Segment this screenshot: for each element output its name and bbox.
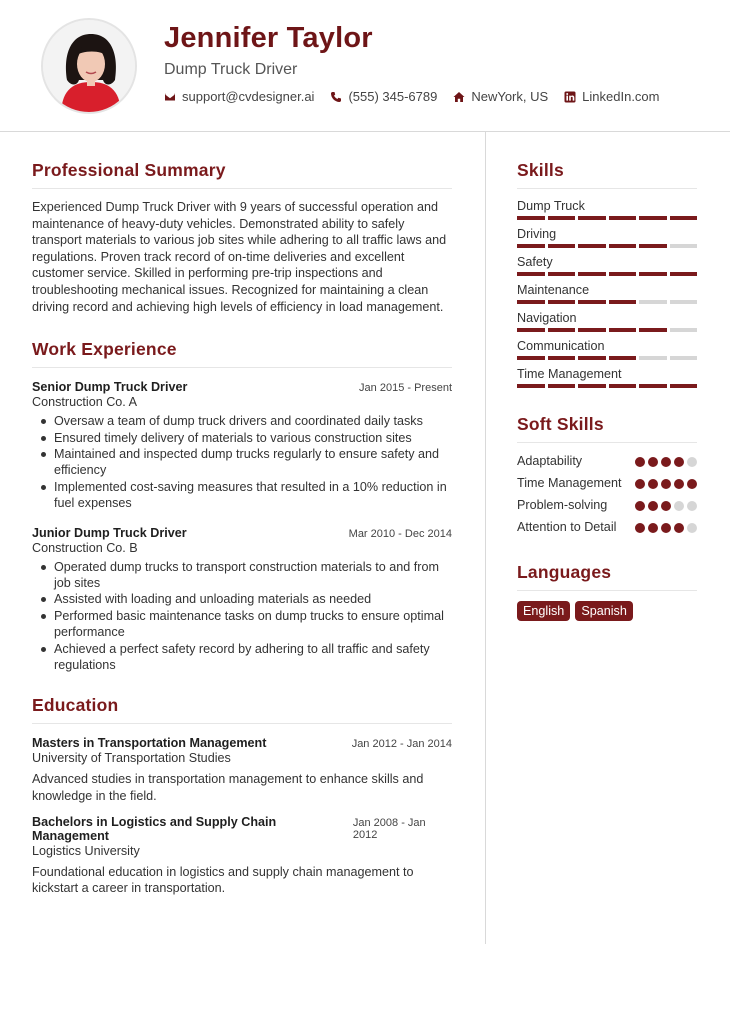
skill-level-segment (578, 216, 606, 220)
job-bullet: Assisted with loading and unloading materials as needed (32, 591, 452, 607)
rating-dot (687, 479, 697, 489)
skill-level-bar (517, 384, 697, 388)
job-bullet: Achieved a perfect safety record by adhering to all traffic and safety regulations (32, 641, 452, 674)
skill-level-bar (517, 244, 697, 248)
rating-dot (661, 523, 671, 533)
languages-section (517, 562, 697, 621)
rating-dot (674, 479, 684, 489)
skill-item (517, 199, 697, 220)
job-bullets (32, 413, 452, 511)
skill-level-bar (517, 300, 697, 304)
skill-level-segment (639, 328, 667, 332)
soft-skill-rating (635, 523, 697, 533)
rating-dot (635, 523, 645, 533)
skill-level-segment (517, 244, 545, 248)
soft-skills-list (517, 453, 697, 536)
job-title: Senior Dump Truck Driver (32, 380, 188, 395)
rating-dot (674, 501, 684, 511)
soft-skill-rating (635, 479, 697, 489)
candidate-role: Dump Truck Driver (164, 61, 298, 78)
school-name: University of Transportation Studies (32, 751, 231, 766)
skill-level-segment (578, 272, 606, 276)
summary-text: Experienced Dump Truck Driver with 9 years of successful operation and maintenance of heavy-duty vehicles. Demonstrated ability to safely transport materials to various job sites while adhering to all traffic laws and regulations. Proven track record of on-time deliveries and excellent customer service. Skilled in performing pre-trip inspections and troubleshooting mechanical issues. Recognized for maintaining a clean driving record and achieving high levels of efficiency in load management. (32, 200, 447, 314)
summary-section (32, 160, 452, 315)
job-entry (32, 526, 452, 674)
school-name: Logistics University (32, 843, 140, 858)
skill-level-segment (670, 328, 698, 332)
skill-level-segment (609, 244, 637, 248)
job-bullet: Ensured timely delivery of materials to various construction sites (32, 430, 452, 446)
skill-item (517, 227, 697, 248)
candidate-name: Jennifer Taylor (164, 22, 373, 54)
skill-level-segment (548, 272, 576, 276)
skill-level-segment (578, 328, 606, 332)
skills-list (517, 199, 697, 388)
rating-dot (674, 523, 684, 533)
skill-level-segment (517, 272, 545, 276)
skill-level-segment (517, 356, 545, 360)
soft-skills-section (517, 414, 697, 536)
contact-phone-text: (555) 345-6789 (348, 89, 438, 104)
education-date: Jan 2012 - Jan 2014 (351, 738, 452, 751)
skill-name: Safety (517, 255, 553, 269)
soft-skill-item (517, 497, 697, 514)
job-date: Jan 2015 - Present (359, 382, 452, 395)
soft-skills-heading: Soft Skills (517, 414, 697, 443)
skill-item (517, 255, 697, 276)
experience-section (32, 339, 452, 673)
skill-name: Communication (517, 339, 605, 353)
rating-dot (635, 501, 645, 511)
job-bullets (32, 559, 452, 674)
skill-name: Navigation (517, 311, 577, 325)
degree-title: Masters in Transportation Management (32, 736, 267, 751)
contact-linkedin[interactable] (564, 89, 659, 104)
skill-level-bar (517, 216, 697, 220)
skills-heading: Skills (517, 160, 697, 189)
skill-item (517, 283, 697, 304)
rating-dot (687, 501, 697, 511)
skill-level-segment (609, 328, 637, 332)
rating-dot (661, 501, 671, 511)
soft-skill-name: Adaptability (517, 454, 583, 468)
soft-skill-item (517, 519, 697, 536)
education-description: Advanced studies in transportation management to enhance skills and knowledge in the field. (32, 772, 424, 804)
rating-dot (674, 457, 684, 467)
skill-level-segment (670, 244, 698, 248)
soft-skill-rating (635, 501, 697, 511)
job-title: Junior Dump Truck Driver (32, 525, 187, 540)
education-date: Jan 2008 - Jan 2012 (352, 816, 426, 841)
sidebar-column (517, 160, 697, 621)
rating-dot (648, 479, 658, 489)
skill-name: Maintenance (517, 283, 590, 297)
soft-skill-name: Problem-solving (517, 498, 608, 512)
resume-header (0, 0, 730, 132)
rating-dot (661, 457, 671, 467)
envelope-icon (164, 91, 176, 103)
rating-dot (635, 457, 645, 467)
skill-level-bar (517, 272, 697, 276)
job-bullet: Operated dump trucks to transport construction materials to and from job sites (32, 559, 452, 592)
skill-level-segment (639, 272, 667, 276)
skill-name: Dump Truck (517, 199, 585, 213)
skill-item (517, 367, 697, 388)
skill-level-bar (517, 356, 697, 360)
skill-level-segment (548, 328, 576, 332)
rating-dot (687, 523, 697, 533)
profile-photo (41, 18, 137, 114)
skill-level-segment (609, 384, 637, 388)
contact-email-text: support@cvdesigner.ai (182, 89, 315, 104)
rating-dot (635, 479, 645, 489)
job-company: Construction Co. B (32, 540, 138, 555)
skill-level-segment (548, 356, 576, 360)
profile-photo-illustration (43, 20, 137, 114)
rating-dot (648, 501, 658, 511)
skill-name: Time Management (517, 367, 622, 381)
skill-level-segment (609, 272, 637, 276)
contact-location (453, 89, 548, 104)
skill-level-segment (670, 300, 698, 304)
language-tag: Spanish (575, 601, 633, 621)
skill-level-segment (578, 384, 606, 388)
contact-location-text: NewYork, US (471, 89, 549, 104)
skill-level-segment (517, 216, 545, 220)
skill-level-segment (517, 328, 545, 332)
summary-heading: Professional Summary (32, 160, 452, 189)
skill-level-segment (578, 244, 606, 248)
skill-level-segment (639, 300, 667, 304)
languages-heading: Languages (517, 562, 697, 591)
skill-level-segment (639, 244, 667, 248)
skill-level-segment (609, 356, 637, 360)
skill-level-segment (670, 384, 698, 388)
rating-dot (687, 457, 697, 467)
rating-dot (648, 523, 658, 533)
skill-level-segment (548, 244, 576, 248)
skill-level-segment (670, 356, 698, 360)
skill-level-segment (548, 300, 576, 304)
skill-level-segment (639, 216, 667, 220)
skill-level-segment (548, 384, 576, 388)
skill-level-bar (517, 328, 697, 332)
soft-skill-item (517, 453, 697, 470)
skill-level-segment (578, 356, 606, 360)
skill-level-segment (670, 216, 698, 220)
job-date: Mar 2010 - Dec 2014 (348, 527, 452, 540)
education-entry (32, 736, 452, 804)
main-column (32, 160, 452, 907)
language-tag: English (517, 601, 570, 621)
contact-phone[interactable] (330, 89, 437, 104)
education-section (32, 695, 452, 896)
soft-skill-name: Attention to Detail (517, 520, 617, 534)
contact-list (164, 89, 660, 104)
soft-skill-item (517, 475, 697, 492)
contact-linkedin-text: LinkedIn.com (582, 89, 660, 104)
soft-skill-rating (635, 457, 697, 467)
skill-level-segment (639, 356, 667, 360)
phone-icon (330, 91, 342, 103)
language-tags (517, 601, 697, 621)
education-entry (32, 815, 452, 897)
skill-level-segment (578, 300, 606, 304)
skill-level-segment (517, 384, 545, 388)
job-bullet: Oversaw a team of dump truck drivers and coordinated daily tasks (32, 413, 452, 429)
skill-level-segment (609, 216, 637, 220)
job-entry (32, 380, 452, 511)
home-icon (453, 91, 465, 103)
skill-level-segment (639, 384, 667, 388)
degree-title: Bachelors in Logistics and Supply Chain Management (32, 814, 277, 843)
linkedin-icon (564, 91, 576, 103)
skills-section (517, 160, 697, 388)
education-heading: Education (32, 695, 452, 724)
column-divider (485, 132, 486, 944)
skill-level-segment (548, 216, 576, 220)
job-bullet: Implemented cost-saving measures that resulted in a 10% reduction in fuel expenses (32, 479, 452, 512)
job-company: Construction Co. A (32, 395, 137, 410)
soft-skill-name: Time Management (517, 476, 622, 490)
skill-level-segment (517, 300, 545, 304)
skill-item (517, 311, 697, 332)
skill-item (517, 339, 697, 360)
experience-heading: Work Experience (32, 339, 452, 368)
contact-email[interactable] (164, 89, 314, 104)
skill-name: Driving (517, 227, 557, 241)
job-bullet: Performed basic maintenance tasks on dump trucks to ensure optimal performance (32, 608, 452, 641)
rating-dot (661, 479, 671, 489)
education-description: Foundational education in logistics and supply chain management to kickstart a career in transportation. (32, 864, 414, 896)
skill-level-segment (670, 272, 698, 276)
skill-level-segment (609, 300, 637, 304)
job-bullet: Maintained and inspected dump trucks regularly to ensure safety and efficiency (32, 446, 452, 479)
rating-dot (648, 457, 658, 467)
